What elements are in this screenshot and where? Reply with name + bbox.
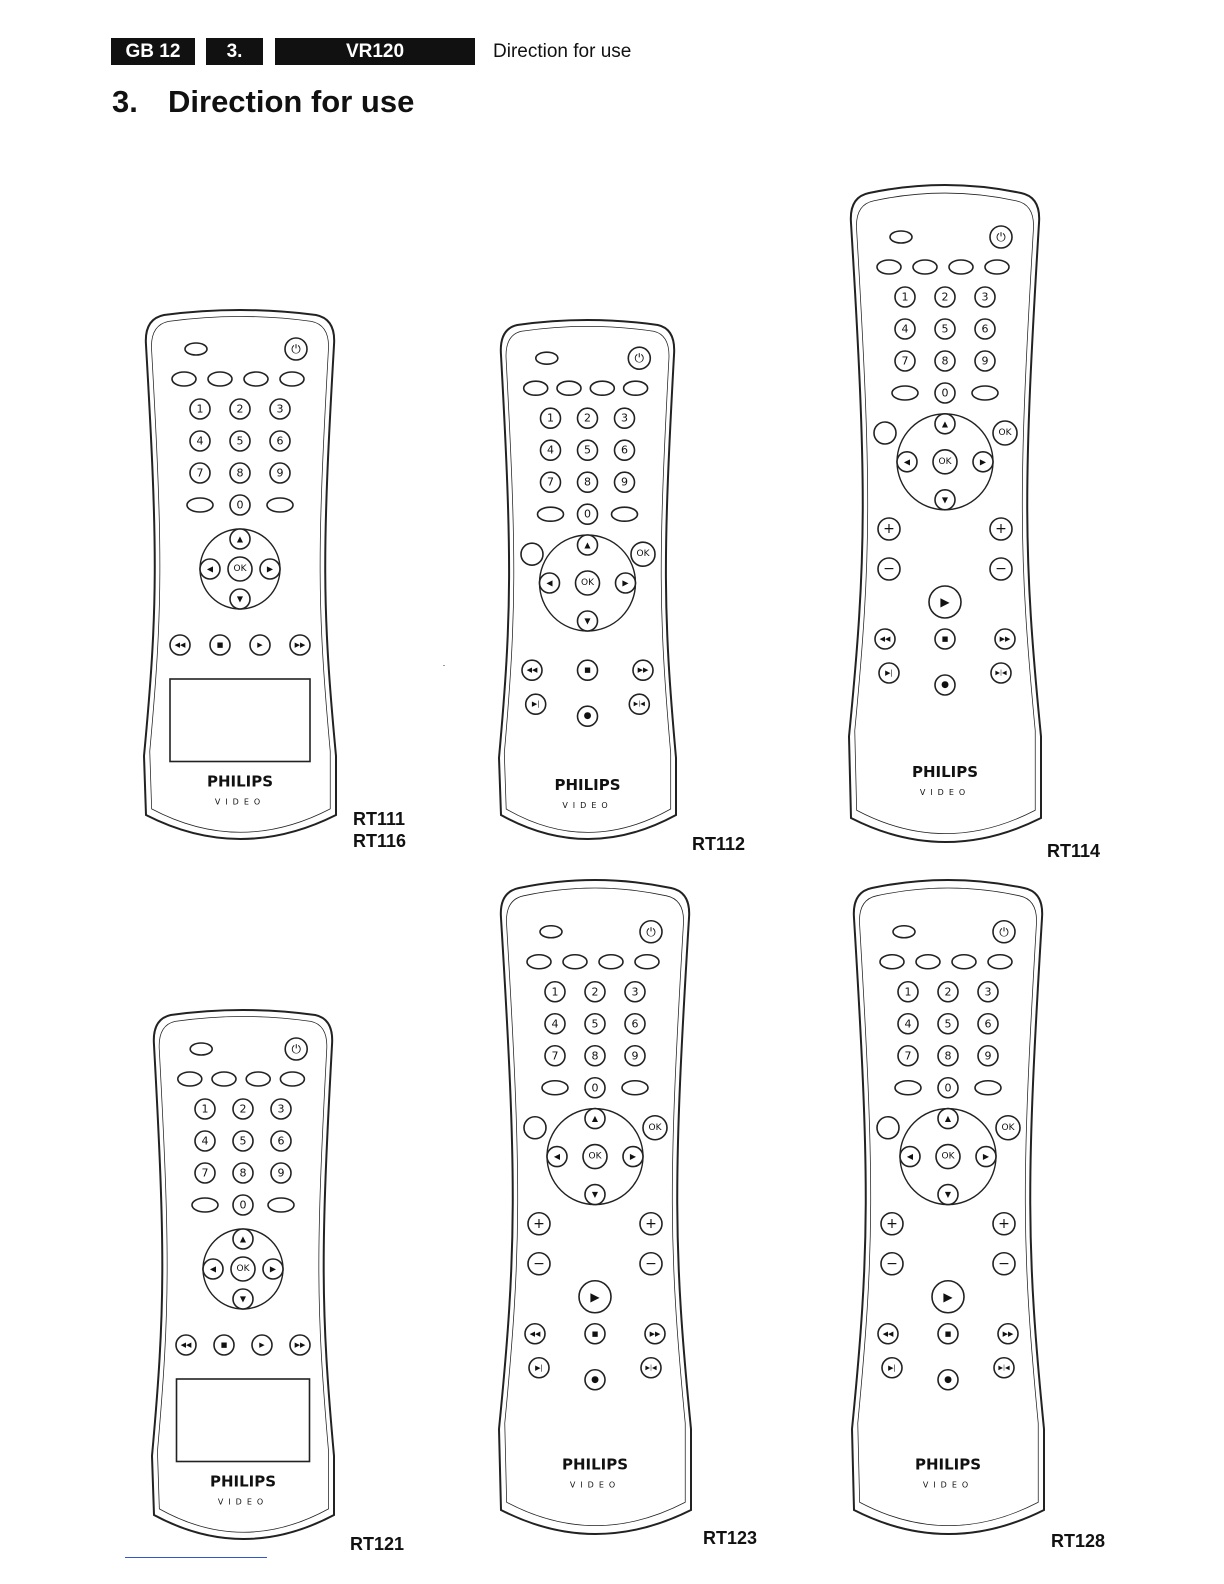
brand-subtitle: VIDEO: [217, 1497, 269, 1507]
button-glyph: ●: [941, 680, 949, 690]
button-glyph: −: [533, 1255, 545, 1272]
button-glyph: 9: [621, 475, 628, 489]
button-glyph: 6: [984, 1017, 992, 1031]
button-glyph: 1: [547, 411, 554, 425]
button-glyph: +: [883, 521, 895, 537]
button-glyph: ▼: [239, 1294, 247, 1304]
model-badge: VR120: [275, 38, 475, 65]
model-label: RT114: [1047, 841, 1101, 861]
button-glyph: 3: [277, 1102, 285, 1116]
brand-logo: PHILIPS: [914, 1455, 982, 1474]
button-glyph: OK: [938, 456, 952, 467]
button-glyph: ▼: [584, 616, 591, 626]
button-glyph: 9: [277, 1166, 285, 1180]
button-glyph: 5: [584, 443, 591, 457]
button-glyph: 5: [944, 1017, 952, 1031]
button-glyph: 0: [236, 498, 244, 512]
button-glyph: 4: [551, 1017, 559, 1031]
button-glyph: 6: [621, 443, 628, 457]
button-glyph: 7: [196, 466, 204, 480]
button-glyph: 1: [201, 1102, 209, 1116]
button-glyph: 4: [901, 322, 909, 336]
chapter-badge: 3.: [206, 38, 263, 65]
button-glyph: 1: [904, 985, 912, 999]
label-rt114: [1047, 840, 1100, 862]
brand-subtitle: VIDEO: [919, 788, 971, 797]
button-glyph: ▶: [269, 1264, 277, 1274]
button-glyph: ▲: [239, 1234, 247, 1244]
menu-button: [521, 543, 543, 565]
button-glyph: ⏻: [646, 924, 656, 939]
button-glyph: ■: [220, 1341, 228, 1349]
function-button: [988, 955, 1012, 969]
brand-logo: PHILIPS: [206, 772, 274, 791]
timer-button: [612, 507, 638, 521]
button-glyph: 3: [984, 985, 992, 999]
top-button: [536, 352, 558, 364]
button-glyph: ■: [591, 1329, 599, 1338]
button-glyph: −: [995, 561, 1007, 577]
button-glyph: ⏻: [999, 924, 1009, 939]
button-glyph: ▶|◀: [995, 669, 1007, 677]
function-button: [952, 955, 976, 969]
button-glyph: 7: [547, 475, 554, 489]
timer-button: [975, 1081, 1001, 1095]
button-glyph: +: [886, 1215, 898, 1232]
button-glyph: ■: [944, 1329, 952, 1338]
button-glyph: −: [883, 561, 895, 577]
function-button: [178, 1072, 202, 1086]
button-glyph: 3: [631, 985, 639, 999]
button-glyph: ▼: [941, 495, 949, 505]
button-glyph: 3: [276, 402, 284, 416]
function-button: [916, 955, 940, 969]
button-glyph: ▼: [944, 1190, 952, 1200]
brand-logo: PHILIPS: [209, 1472, 277, 1491]
header-topic: Direction for use: [493, 40, 632, 62]
remote-drawing: [848, 878, 1048, 1550]
remote-rt112-illustration: [495, 315, 680, 855]
button-glyph: OK: [1001, 1122, 1015, 1133]
function-button: [624, 381, 648, 395]
button-glyph: ●: [944, 1374, 952, 1385]
button-glyph: ■: [941, 635, 949, 643]
function-button: [212, 1072, 236, 1086]
button-glyph: 6: [276, 434, 284, 448]
button-glyph: 7: [904, 1049, 912, 1063]
remote-body: [849, 185, 1041, 842]
button-glyph: 2: [591, 985, 599, 999]
button-glyph: 8: [584, 475, 591, 489]
model-label: RT111: [353, 809, 406, 829]
label-rt112: [692, 833, 745, 855]
lcd-panel: [177, 1379, 310, 1462]
button-glyph: ⏻: [996, 230, 1006, 244]
timer-button: [267, 498, 293, 512]
button-glyph: ▶|: [885, 669, 893, 677]
button-glyph: 8: [591, 1049, 599, 1063]
function-button: [208, 372, 232, 386]
button-glyph: 7: [901, 354, 909, 368]
lcd-panel: [170, 679, 310, 762]
label-rt128: [1051, 1530, 1105, 1552]
remote-rt123-illustration: [495, 878, 695, 1550]
brand-logo: PHILIPS: [561, 1455, 629, 1474]
button-glyph: 2: [584, 411, 591, 425]
button-glyph: 1: [196, 402, 204, 416]
model-label: RT121: [350, 1534, 405, 1554]
button-glyph: ⏻: [291, 342, 301, 356]
label-rt121: [350, 1533, 404, 1555]
brand-subtitle: VIDEO: [922, 1480, 974, 1490]
button-glyph: −: [998, 1255, 1010, 1272]
button-glyph: ⏻: [634, 351, 645, 366]
button-glyph: +: [995, 521, 1007, 537]
button-glyph: ▶: [982, 1152, 990, 1162]
brand-subtitle: VIDEO: [562, 801, 613, 811]
button-glyph: ◀◀: [180, 1341, 192, 1349]
button-glyph: OK: [581, 578, 594, 588]
button-glyph: OK: [636, 549, 650, 560]
button-glyph: 8: [236, 466, 244, 480]
turbo-timer-button: [542, 1081, 568, 1095]
turbo-timer-button: [892, 386, 918, 400]
top-button: [190, 1043, 212, 1055]
button-glyph: ◀: [553, 1152, 561, 1162]
button-glyph: OK: [998, 428, 1012, 438]
button-glyph: 5: [239, 1134, 247, 1148]
function-button: [563, 955, 587, 969]
page-title: [112, 84, 414, 120]
button-glyph: ◀: [546, 578, 553, 588]
function-button: [280, 372, 304, 386]
button-glyph: ▶|: [535, 1363, 543, 1372]
button-glyph: 0: [591, 1081, 599, 1095]
brand-subtitle: VIDEO: [569, 1480, 621, 1490]
stray-mark: [443, 665, 445, 666]
button-glyph: ▶: [943, 1289, 953, 1304]
function-button: [557, 381, 581, 395]
button-glyph: 0: [239, 1198, 247, 1212]
button-glyph: ▶: [622, 578, 629, 588]
timer-button: [268, 1198, 294, 1212]
remote-drawing: [495, 315, 680, 855]
model-label: RT123: [703, 1528, 758, 1548]
top-button: [540, 926, 562, 938]
button-glyph: 9: [631, 1049, 639, 1063]
function-button: [599, 955, 623, 969]
button-glyph: 3: [621, 411, 628, 425]
button-glyph: ▶|◀: [645, 1364, 657, 1372]
button-glyph: 4: [196, 434, 204, 448]
remote-rt111-illustration: [140, 305, 340, 855]
button-glyph: 0: [941, 386, 949, 400]
function-button: [244, 372, 268, 386]
button-glyph: 2: [236, 402, 244, 416]
button-glyph: 7: [201, 1166, 209, 1180]
brand-subtitle: VIDEO: [214, 797, 266, 807]
button-glyph: OK: [941, 1151, 955, 1162]
button-glyph: ◀: [903, 457, 911, 467]
button-glyph: ▶|: [531, 700, 540, 709]
button-glyph: ▲: [941, 419, 949, 429]
button-glyph: ▶: [590, 1289, 600, 1304]
function-button: [280, 1072, 304, 1086]
button-glyph: ■: [216, 641, 224, 649]
turbo-timer-button: [895, 1081, 921, 1095]
button-glyph: 4: [547, 443, 554, 457]
remote-drawing: [495, 878, 695, 1550]
footer-rule: [125, 1557, 267, 1558]
timer-button: [972, 386, 998, 400]
button-glyph: ◀: [206, 564, 214, 574]
button-glyph: ▲: [944, 1114, 952, 1124]
function-button: [635, 955, 659, 969]
button-glyph: OK: [648, 1122, 662, 1133]
button-glyph: 1: [551, 985, 559, 999]
button-glyph: ▶: [979, 457, 987, 467]
button-glyph: 6: [277, 1134, 285, 1148]
function-button: [524, 381, 548, 395]
button-glyph: OK: [233, 564, 247, 574]
brand-logo: PHILIPS: [911, 763, 979, 781]
remote-body: [499, 880, 691, 1534]
button-glyph: ●: [591, 1374, 599, 1385]
button-glyph: 2: [944, 985, 952, 999]
button-glyph: ▶▶: [999, 635, 1011, 643]
top-button: [890, 231, 912, 243]
button-glyph: ◀◀: [879, 635, 891, 643]
button-glyph: −: [645, 1255, 657, 1272]
timer-button: [622, 1081, 648, 1095]
button-glyph: 7: [551, 1049, 559, 1063]
menu-button: [874, 422, 896, 444]
remote-body: [852, 880, 1044, 1534]
function-button: [877, 260, 901, 274]
button-glyph: 2: [239, 1102, 247, 1116]
button-glyph: ▶▶: [294, 641, 306, 649]
button-glyph: ◀◀: [882, 1329, 894, 1338]
button-glyph: ▶: [266, 564, 274, 574]
button-glyph: 5: [941, 322, 949, 336]
button-glyph: 5: [236, 434, 244, 448]
remote-rt114-illustration: [845, 183, 1045, 858]
button-glyph: 0: [944, 1081, 952, 1095]
page-title-number: 3.: [112, 84, 138, 119]
button-glyph: ▶|◀: [998, 1364, 1010, 1372]
turbo-timer-button: [187, 498, 213, 512]
button-glyph: OK: [588, 1151, 602, 1162]
button-glyph: ▶▶: [649, 1329, 661, 1338]
label-rt111-rt116: [353, 808, 406, 852]
function-button: [172, 372, 196, 386]
button-glyph: 5: [591, 1017, 599, 1031]
button-glyph: ◀: [906, 1152, 914, 1162]
button-glyph: +: [533, 1215, 545, 1232]
button-glyph: 6: [631, 1017, 639, 1031]
model-label: RT116: [353, 831, 407, 851]
button-glyph: ●: [583, 711, 592, 722]
remote-drawing: [148, 1005, 338, 1555]
function-button: [880, 955, 904, 969]
button-glyph: ▲: [236, 534, 244, 544]
remote-drawing: [845, 183, 1045, 858]
button-glyph: ⏻: [291, 1042, 301, 1056]
button-glyph: 1: [901, 290, 909, 304]
function-button: [527, 955, 551, 969]
button-glyph: ▲: [591, 1114, 599, 1124]
function-button: [590, 381, 614, 395]
model-label: RT128: [1051, 1531, 1106, 1551]
button-glyph: OK: [236, 1264, 250, 1274]
button-glyph: ◀◀: [529, 1329, 541, 1338]
button-glyph: ▶|: [888, 1363, 896, 1372]
remote-rt121-illustration: [148, 1005, 338, 1555]
button-glyph: 8: [941, 354, 949, 368]
button-glyph: ▶▶: [294, 1341, 306, 1349]
button-glyph: ▶▶: [1002, 1329, 1014, 1338]
label-rt123: [703, 1527, 757, 1549]
function-button: [985, 260, 1009, 274]
button-glyph: 9: [984, 1049, 992, 1063]
remote-drawing: [140, 305, 340, 855]
button-glyph: ▲: [584, 540, 591, 550]
section-code-badge: GB 12: [111, 38, 195, 65]
button-glyph: ▶: [940, 595, 950, 609]
page-title-text: Direction for use: [168, 84, 415, 119]
button-glyph: ▶: [629, 1152, 637, 1162]
button-glyph: 4: [904, 1017, 912, 1031]
model-label: RT112: [692, 834, 746, 854]
button-glyph: +: [998, 1215, 1010, 1232]
function-button: [949, 260, 973, 274]
remote-rt128-illustration: [848, 878, 1048, 1550]
brand-logo: PHILIPS: [554, 776, 621, 795]
button-glyph: 2: [941, 290, 949, 304]
button-glyph: 9: [276, 466, 284, 480]
turbo-timer-button: [538, 507, 564, 521]
button-glyph: ▼: [591, 1190, 599, 1200]
button-glyph: 8: [944, 1049, 952, 1063]
button-glyph: 9: [981, 354, 989, 368]
button-glyph: 0: [584, 507, 591, 521]
button-glyph: ◀◀: [174, 641, 186, 649]
button-glyph: −: [886, 1255, 898, 1272]
button-glyph: 4: [201, 1134, 209, 1148]
button-glyph: +: [645, 1215, 657, 1232]
function-button: [913, 260, 937, 274]
menu-button: [524, 1117, 546, 1139]
menu-button: [877, 1117, 899, 1139]
button-glyph: ◀◀: [526, 666, 538, 675]
button-glyph: ▶▶: [637, 666, 649, 675]
function-button: [246, 1072, 270, 1086]
button-glyph: ■: [584, 666, 591, 675]
button-glyph: ▼: [236, 594, 244, 604]
turbo-timer-button: [192, 1198, 218, 1212]
button-glyph: ▶|◀: [633, 700, 645, 708]
button-glyph: 6: [981, 322, 989, 336]
button-glyph: 8: [239, 1166, 247, 1180]
button-glyph: 3: [981, 290, 989, 304]
top-button: [185, 343, 207, 355]
button-glyph: ▶: [259, 1341, 265, 1349]
button-glyph: ◀: [209, 1264, 217, 1274]
button-glyph: ▶: [257, 641, 263, 649]
top-button: [893, 926, 915, 938]
